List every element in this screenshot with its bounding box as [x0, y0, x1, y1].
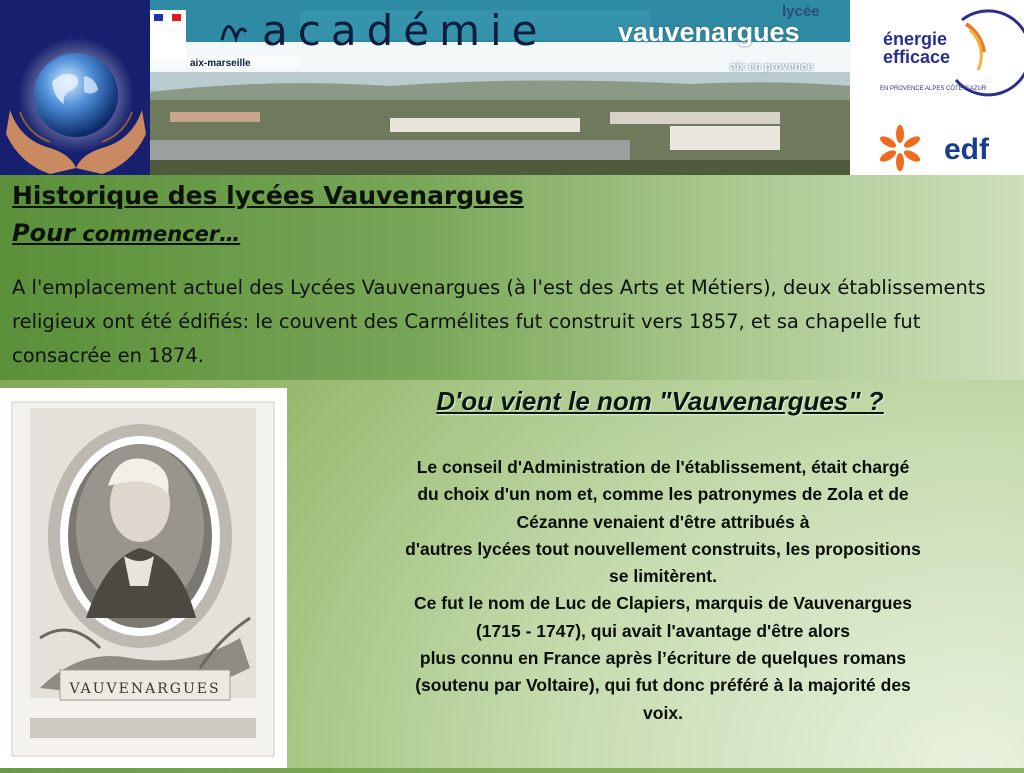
city-text: aix en provence: [730, 61, 814, 73]
paragraph-line: du choix d'un nom et, comme les patronymes de Zola et de: [417, 484, 909, 505]
portrait-image: [0, 388, 287, 768]
academie-logo-text: académie: [262, 6, 548, 55]
name-origin-paragraph: [312, 454, 1014, 727]
lycee-label: lycée: [782, 3, 820, 20]
paragraph-line: Le conseil d'Administration de l'établissement, était chargé: [416, 457, 910, 477]
paragraph-line: d'autres lycées tout nouvellement construits, les propositions: [405, 538, 921, 559]
portrait-caption: VAUVENARGUES: [69, 681, 221, 697]
subtitle-rest: commencer…: [75, 222, 241, 246]
intro-paragraph: A l'emplacement actuel des Lycées Vauvenargues (à l'est des Arts et Métiers), deux établissements religieux ont été édifiés: le couvent des Carmélites fut construit vers 1857, et sa chapelle fut consacrée en 1874.: [12, 276, 986, 367]
paragraph-line: se limitèrent.: [609, 566, 717, 587]
vauvenargues-engraving: [0, 388, 287, 768]
energie-subtitle: EN PROVENCE ALPES CÔTE D'AZUR: [880, 86, 987, 92]
globe-icon: [0, 0, 150, 175]
paragraph-line: (soutenu par Voltaire), qui fut donc préféré à la majorité des: [415, 675, 911, 696]
paragraph-line: Cézanne venaient d'être attribués à: [516, 511, 810, 532]
page-title: Historique des lycées Vauvenargues: [12, 181, 524, 210]
edf-logo-text: edf: [944, 133, 989, 166]
section-question: D'ou vient le nom "Vauvenargues" ?: [436, 386, 884, 416]
energie-line: énergie: [883, 29, 948, 49]
paragraph-line: Ce fut le nom de Luc de Clapiers, marquis de Vauvenargues: [414, 593, 912, 614]
region-text: aix-marseille: [190, 58, 251, 69]
page-subtitle: [12, 219, 240, 247]
energie-efficace-text: [883, 30, 950, 66]
paragraph-line: voix.: [643, 702, 683, 723]
edf-flower-icon: [878, 125, 922, 171]
paragraph-line: plus connu en France après l’écriture de quelques romans: [419, 648, 907, 669]
paragraph-line: (1715 - 1747), qui avait l'avantage d'être alors: [475, 620, 851, 641]
school-name-banner: vauvenargues: [618, 17, 800, 47]
subtitle-word: Pour: [12, 219, 75, 247]
globe-hands-image: [0, 0, 150, 175]
efficace-line: efficace: [883, 47, 951, 67]
